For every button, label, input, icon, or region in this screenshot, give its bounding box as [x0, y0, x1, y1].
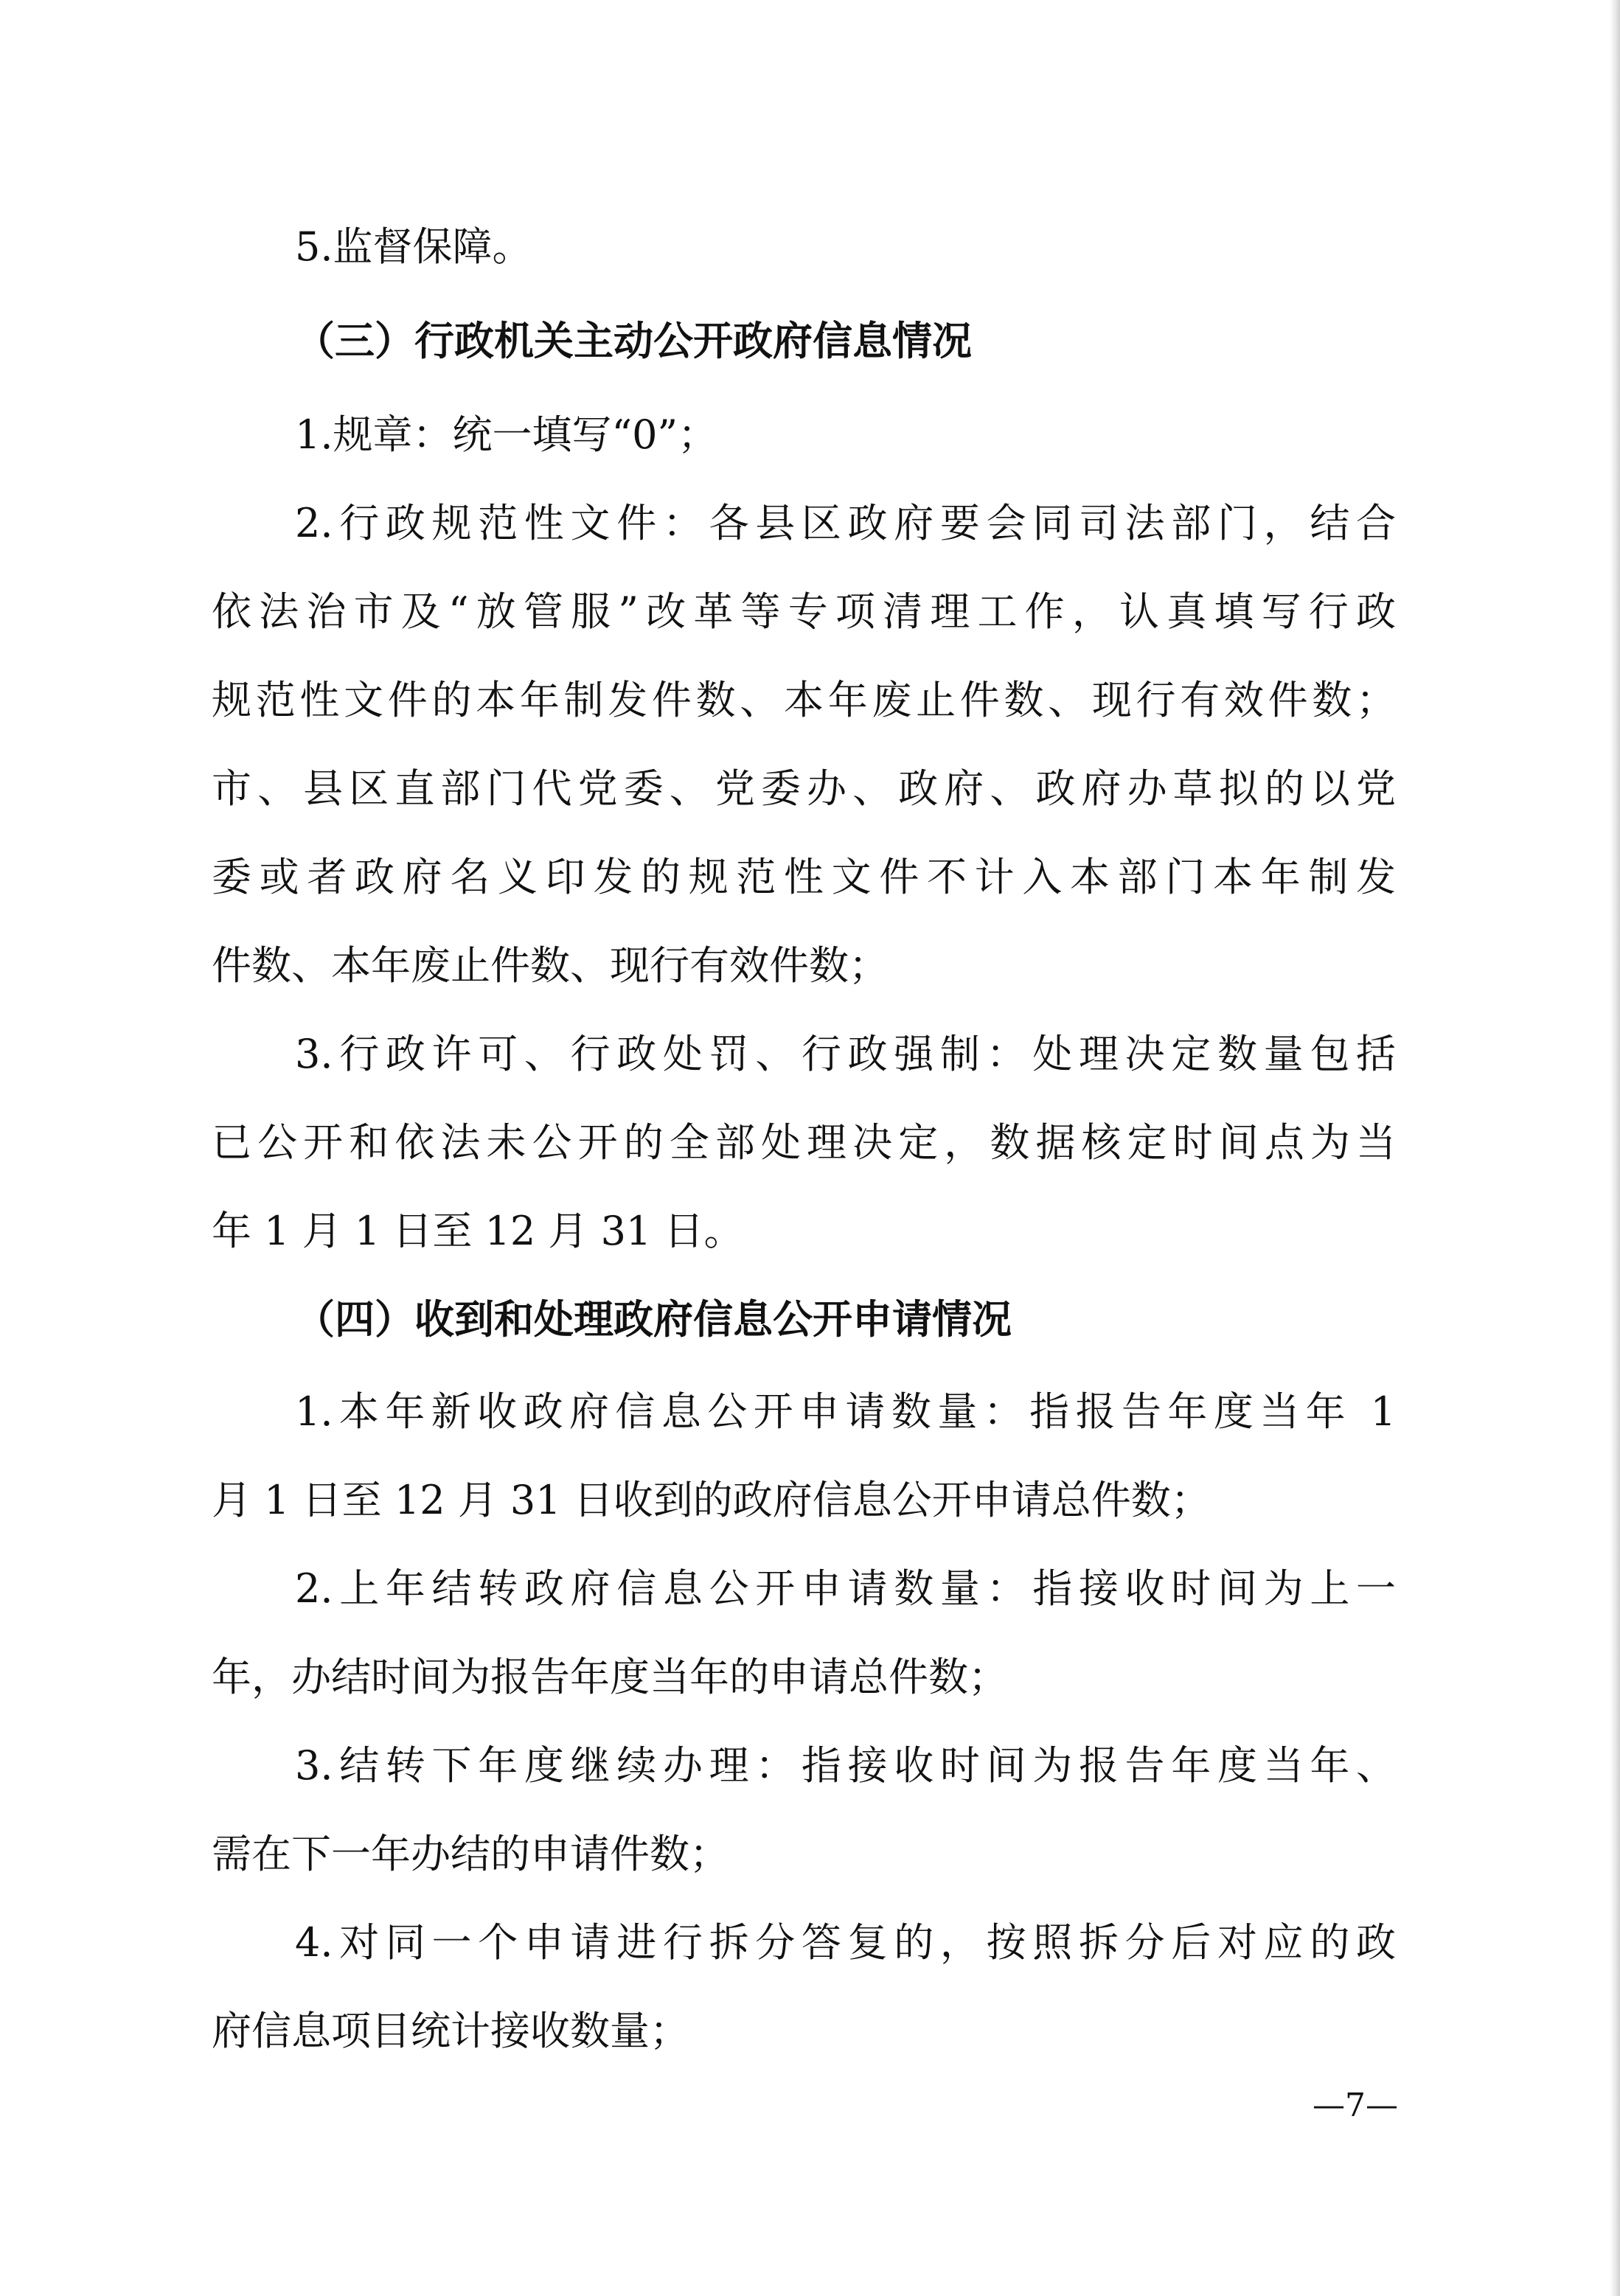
paragraph-3-3-line: 年 1 月 1 日至 12 月 31 日。 — [212, 1208, 744, 1254]
paragraph-4-1-line: 1.本年新收政府信息公开申请数量：指报告年度当年 1 — [295, 1388, 1396, 1435]
page-edge-shadow — [1610, 0, 1620, 2296]
page-number: —7— — [1313, 2087, 1398, 2124]
paragraph-supervision: 5.监督保障。 — [295, 223, 532, 270]
paragraph-3-3-line: 已公开和依法未公开的全部处理决定，数据核定时间点为当 — [212, 1119, 1396, 1166]
paragraph-4-3-line: 需在下一年办结的申请件数； — [212, 1831, 729, 1877]
paragraph-3-2-line: 依法治市及“放管服”改革等专项清理工作，认真填写行政 — [212, 588, 1396, 635]
paragraph-3-2-line: 件数、本年废止件数、现行有效件数； — [212, 942, 889, 989]
paragraph-4-1-line: 月 1 日至 12 月 31 日收到的政府信息公开申请总件数； — [212, 1477, 1211, 1523]
paragraph-3-1-line: 1.规章：统一填写“0”； — [295, 411, 718, 458]
paragraph-3-2-line: 市、县区直部门代党委、党委办、政府、政府办草拟的以党 — [212, 765, 1396, 812]
paragraph-3-2-line: 委或者政府名义印发的规范性文件不计入本部门本年制发 — [212, 854, 1396, 900]
paragraph-4-4-line: 4.对同一个申请进行拆分答复的，按照拆分后对应的政 — [295, 1919, 1396, 1966]
section-heading-4: （四）收到和处理政府信息公开申请情况 — [295, 1296, 1012, 1343]
paragraph-4-2-line: 2.上年结转政府信息公开申请数量：指接收时间为上一 — [295, 1565, 1396, 1612]
section-heading-3: （三）行政机关主动公开政府信息情况 — [295, 318, 972, 364]
paragraph-4-2-line: 年，办结时间为报告年度当年的申请总件数； — [212, 1654, 1008, 1700]
paragraph-4-3-line: 3.结转下年度继续办理：指接收时间为报告年度当年、 — [295, 1742, 1396, 1789]
paragraph-3-2-line: 规范性文件的本年制发件数、本年废止件数、现行有效件数； — [212, 677, 1396, 723]
paragraph-4-4-line: 府信息项目统计接收数量； — [212, 2008, 689, 2054]
paragraph-3-3-line: 3.行政许可、行政处罚、行政强制：处理决定数量包括 — [295, 1031, 1396, 1077]
paragraph-3-2-line: 2.行政规范性文件：各县区政府要会同司法部门，结合 — [295, 500, 1396, 546]
